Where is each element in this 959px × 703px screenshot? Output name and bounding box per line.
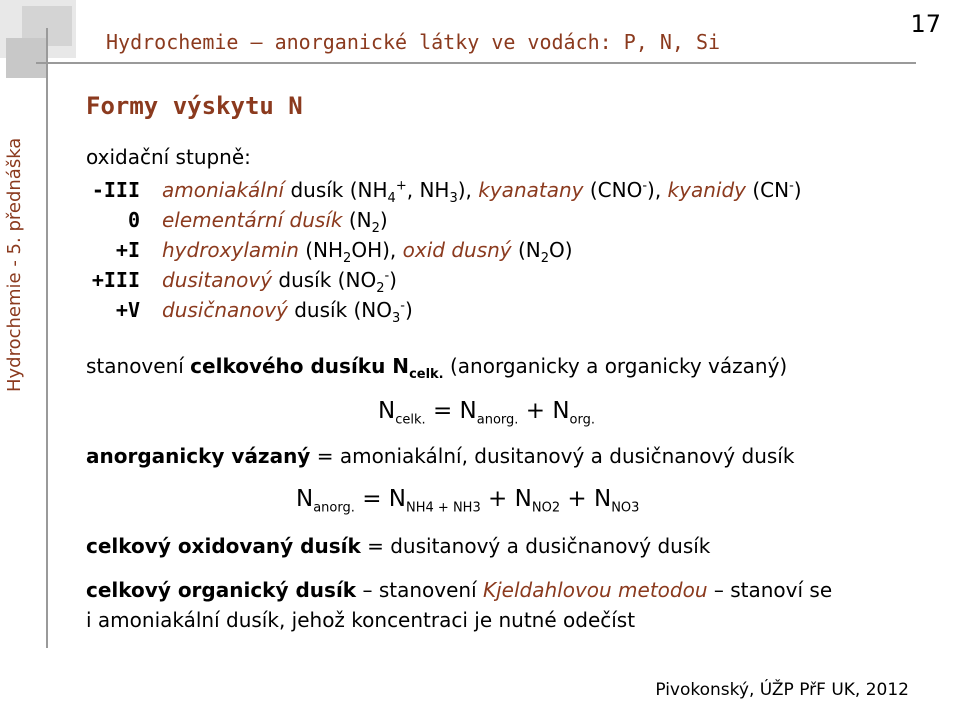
footer-credit: Pivokonský, ÚŽP PřF UK, 2012 [655,680,909,700]
oxidized-definition: celkový oxidovaný dusík = dusitanový a dusičnanový dusík [86,534,711,558]
intro-text: oxidační stupně: [86,145,251,169]
course-title: Hydrochemie – anorganické látky ve vodách: P, N, Si [106,30,721,54]
oxidation-level: 0 [127,208,140,232]
inorganic-definition: anorganicky vázaný = amoniakální, dusitanový a dusičnanový dusík [86,444,795,468]
oxidation-description: dusitanový dusík $(NO_2^-)$ [162,268,397,296]
slide-title: Formy výskytu N [86,92,303,120]
oxidation-description: amoniakální dusík ($NH_4^+$, $NH_3$), kyanatany (CNO-), kyanidy (CN-) [162,178,802,206]
sidebar-lecture-label: Hydrochemie - 5. přednáška [4,137,25,392]
page-number: 17 [910,10,941,38]
oxidation-level: +V [115,298,140,322]
oxidation-description: hydroxylamin $(NH_2OH)$, oxid dusný $(N_2O)$ [162,238,573,266]
total-nitrogen-line: stanovení celkového dusíku $N_{celk.}$ (anorganicky a organicky vázaný) [86,354,788,382]
oxidation-description: elementární dusík $(N_2)$ [162,208,388,236]
decor-horizontal-line [36,62,916,64]
decor-square [6,38,48,78]
oxidation-level: +III [91,268,140,292]
decor-vertical-line [46,28,48,648]
oxidation-level: +I [115,238,140,262]
organic-definition-line2: i amoniakální dusík, jehož koncentraci je nutné odečíst [86,608,636,632]
organic-definition: celkový organický dusík – stanovení Kjeldahlovou metodou – stanoví se [86,578,833,602]
equation-inorganic: $N_{anorg.} = N_{NH4 + NH3} + N_{NO2} + N_{NO3}$ [296,486,640,516]
oxidation-level: -III [91,178,140,202]
oxidation-description: dusičnanový dusík $(NO_3^-)$ [162,298,413,326]
equation-total: $N_{celk.} = N_{anorg.} + N_{org.}$ [378,398,595,428]
